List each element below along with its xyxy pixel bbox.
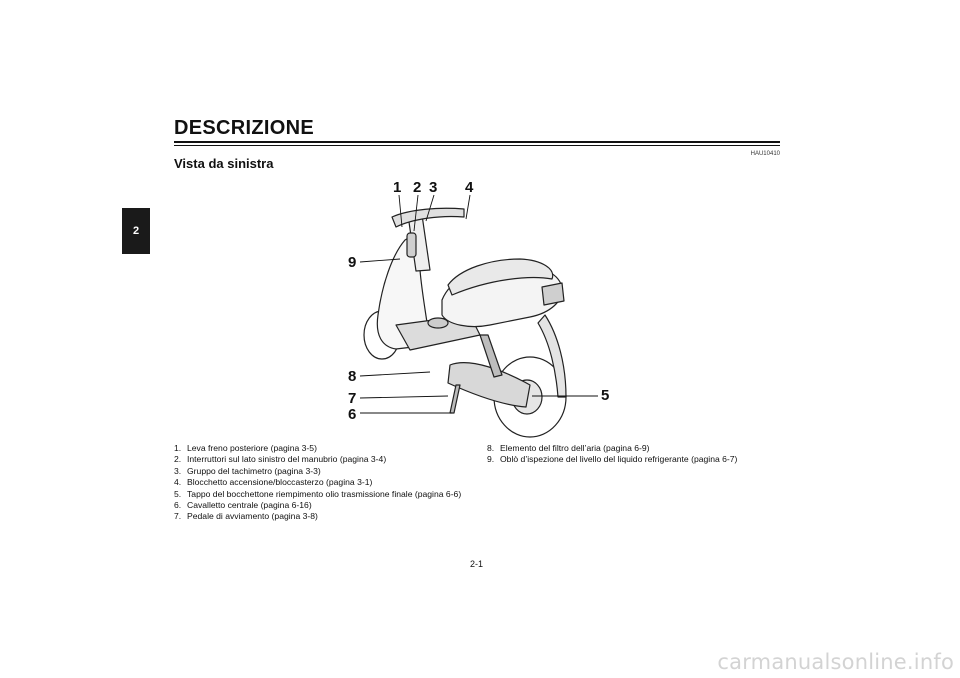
watermark: carmanualsonline.info [717,650,954,674]
callout-7: 7 [348,390,357,407]
legend-item: 3. Gruppo del tachimetro (pagina 3-3) [174,465,321,476]
callout-3: 3 [429,179,438,196]
tail-light [542,283,564,305]
callout-2: 2 [413,179,422,196]
callout-8: 8 [348,368,357,385]
legend-item: 5. Tappo del bocchettone riempimento olio trasmissione finale (pagina 6-6) [174,488,462,499]
fuel-cap [428,318,448,328]
section-code: HAU10410 [750,151,780,157]
scooter-figure [330,175,620,445]
legend-item: 2. Interruttori sul lato sinistro del manubrio (pagina 3-4) [174,454,387,465]
legend-item: 9. Oblò d’ispezione del livello del liquido refrigerante (pagina 6-7) [487,454,738,465]
legend-list-left [174,443,474,523]
callout-9: 9 [348,254,357,271]
legend-item: 6. Cavalletto centrale (pagina 6-16) [174,500,312,511]
legend-item: 8. Elemento del filtro dell’aria (pagina 6-9) [487,443,650,453]
left-grip [407,233,416,257]
side-stand [450,385,460,413]
callout-1: 1 [393,179,402,196]
section-subtitle: Vista da sinistra [174,156,274,171]
legend-item: 7. Pedale di avviamento (pagina 3-8) [174,511,318,522]
callout-6: 6 [348,406,357,423]
callout-5: 5 [601,387,610,404]
legend-item: 1. Leva freno posteriore (pagina 3-5) [174,443,317,453]
page-title: DESCRIZIONE [174,117,314,139]
scooter-illustration [330,175,620,445]
legend-list-right [487,443,787,466]
callout-4: 4 [465,179,474,196]
page-number: 2-1 [470,559,484,569]
chapter-tab: 2 [122,208,150,254]
handlebar [392,208,464,227]
title-rule [174,141,780,146]
legend-item: 4. Blocchetto accensione/bloccasterzo (pagina 3-1) [174,477,373,488]
